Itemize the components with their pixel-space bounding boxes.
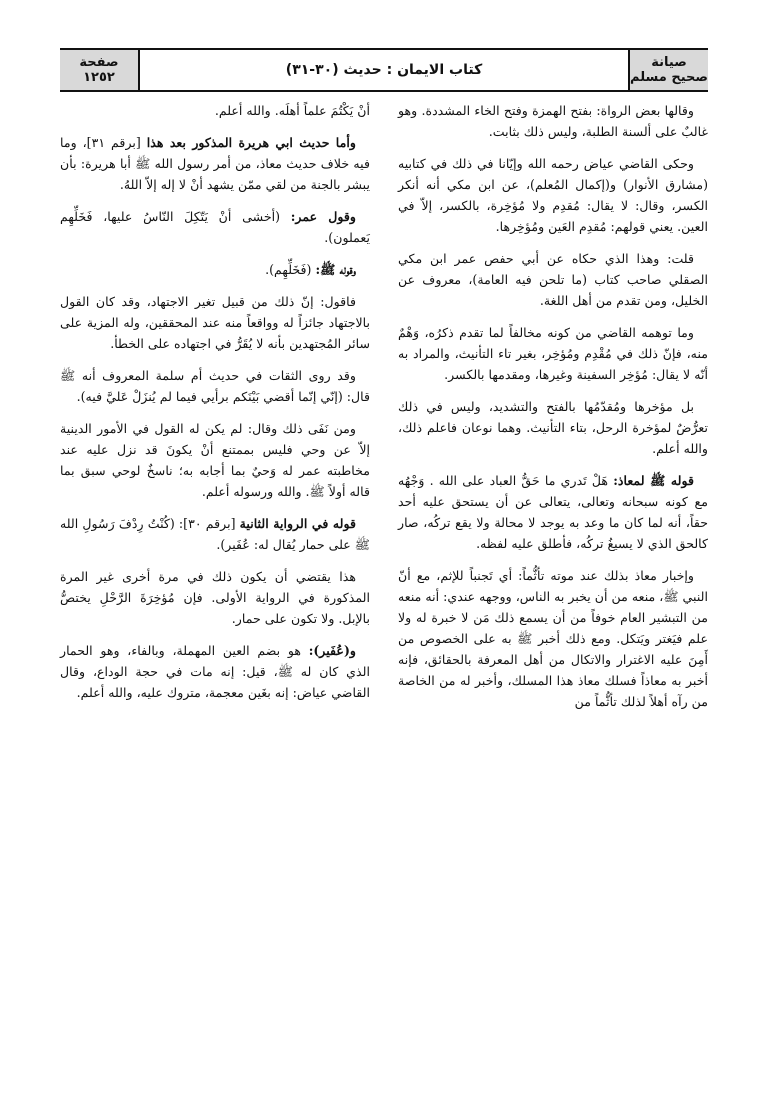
paragraph	[60, 418, 370, 502]
paragraph	[60, 640, 370, 703]
paragraph-text: (أخشى أنْ يَتّكِلَ النّاسُ عليها، فَخَلِّهِم يَعملون).	[60, 209, 370, 245]
series-title-box	[628, 50, 708, 90]
book-page	[60, 48, 708, 1088]
left-text-column	[60, 100, 370, 714]
paragraph	[60, 513, 370, 555]
paragraph-text: قلت: وهذا الذي حكاه عن أبي حفص عمر ابن مكي الصقلي صاحب كتاب (ما تلحن فيه العامة)، معروف عن الخليل، ومن تقدم من أهل اللغة.	[398, 251, 708, 308]
paragraph-text: وما توهمه القاضي من كونه مخالفاً لما تقدم ذكرُه، وَهْمٌ منه، فإنّ ذلك في مُقْدِم ومُؤخِر، بغير تاء التأنيث، والمراد به أنّه لا يقال: مُؤخِر السفينة وغيرها، ومقدمها بالكسر.	[398, 325, 708, 382]
series-title-line1: صيانة	[651, 55, 687, 70]
paragraph	[60, 259, 370, 280]
paragraph-lead: وقوله ﷺ:	[315, 262, 356, 277]
chapter-title: كتاب الايمان : حديث (٣٠-٣١)	[285, 61, 483, 78]
paragraph-text: (فَخَلِّهِم).	[265, 262, 316, 277]
paragraph-text: وقالها بعض الرواة: بفتح الهمزة وفتح الخاء المشددة. وهو غالبٌ على ألسنة الطلبة، وليس ذلك بثابت.	[398, 103, 708, 139]
page-number: ١٢٥٢	[83, 70, 115, 85]
series-title-line2: صحيح مسلم	[630, 70, 708, 85]
paragraph-text: ومن نَفَى ذلك وقال: لم يكن له القول في الأمور الدينية إلاّ عن وحي فليس بممتنع أنْ يكونَ قد نزل عليه عند مخاطبته عمر له وَحيٌ بما أجابه به؛ ناسخٌ لوحي سبق بما قاله أولاً ﷺ. والله ورسوله أعلم.	[60, 421, 370, 499]
paragraph-lead: قوله ﷺ لمعاذ:	[613, 473, 695, 488]
paragraph	[60, 132, 370, 195]
right-text-column	[398, 100, 708, 723]
paragraph	[398, 100, 708, 142]
paragraph	[398, 322, 708, 385]
paragraph	[60, 365, 370, 407]
paragraph	[398, 470, 708, 554]
paragraph-text: وإخبار معاذ بذلك عند موته تأثُّماً: أي تَجنباً للإثم، مع أنّ النبي ﷺ، منعه من أن يخبر به الناس، ووجهه عندي: أنه منعه من التبشير العام خوفاً من أن يسمع ذلك مَن لا خبرة له ولا علم فيَغتر ويَتكل. ومع ذلك أخبر ﷺ به على الخصوص من أَمِنَ عليه الاغترار والاتكال من أهل المعرفة بالحقائق، فإنه أخبر به معاذاً فسلك معاذ هذا المسلك، وأخبر له من الخاصة من رآه أهلاً لذلك تأثُّماً من	[398, 568, 708, 709]
paragraph-lead: و(عُفَير):	[308, 643, 356, 658]
paragraph-lead: وأما حديث ابي هريرة المذكور بعد هذا	[146, 135, 356, 150]
paragraph-text: [برقم ٣١]، وما فيه خلاف حديث معاذ، من أمر رسول الله ﷺ أبا هريرة: بأن يبشر بالجنة من لقي ممّن يشهد أنْ لا إله إلاّ اللهُ.	[60, 135, 370, 192]
paragraph	[398, 153, 708, 237]
paragraph	[60, 291, 370, 354]
paragraph	[60, 100, 370, 121]
paragraph-text: وحكى القاضي عياض رحمه الله وإيّانا في ذلك في كتابيه (مشارق الأنوار) و(إكمال المُعلم)، عن ابن مكي أنه أنكر الكسر، وقال: لا يقال: مُقدِم ولا مُؤخِرة، بالكسر، إلاّ في العين. يعني قولهم: مُقدِم العَين ومُؤخِرها.	[398, 156, 708, 234]
paragraph-text: بل مؤخرها ومُقدّمُها بالفتح والتشديد، وليس في ذلك تعرُّضٌ لمؤخرة الرحل، بتاء التأنيث. وهما نوعان فاعلم ذلك، والله أعلم.	[398, 399, 708, 456]
paragraph-lead: قوله في الرواية الثانية	[239, 516, 356, 531]
page-label: صفحة	[79, 55, 119, 70]
paragraph-text: فاقول: إنّ ذلك من قبيل تغير الاجتهاد، وقد كان القول بالاجتهاد جائزاً له وواقعاً منه عند المحققين، وله المزية على سائر المُجتهدين بأنه لا يُقَرُّ في اجتهاده على الخطأ.	[60, 294, 370, 351]
paragraph-text: هو بضم العين المهملة، وبالفاء، وهو الحمار الذي كان له ﷺ، قيل: إنه مات في حجة الوداع، وقال القاضي عياض: إنه بغَين معجمة، متروك عليه، والله أعلم.	[60, 643, 370, 700]
paragraph-text: هَلْ تَدري ما حَقُّ العباد على الله . وَجْهُه مع كونه سبحانه وتعالى، يتعالى عن أن يستحق عليه أحد حقاً، أنه لما كان ما وعد به يوجد لا محالة ولا يقع تركُه، صار كالحق الذي لا يسيغُ تركُه، فأطلق عليه لفظه.	[398, 473, 708, 551]
paragraph	[398, 565, 708, 712]
paragraph-text: أنْ يَكْتُمَ علماً أهلَه. والله أعلم.	[214, 103, 370, 118]
paragraph	[398, 396, 708, 459]
page-number-box	[60, 50, 140, 90]
paragraph-lead: وقول عمر:	[290, 209, 356, 224]
paragraph-text: هذا يقتضي أن يكون ذلك في مرة أخرى غير المرة المذكورة في الرواية الأولى. فإن مُؤخِرَةَ الرَّحْلِ يختصُّ بالإبل. ولا تكون على حمار.	[60, 569, 370, 626]
paragraph	[398, 248, 708, 311]
paragraph-text: وقد روى الثقات في حديث أم سلمة المعروف أنه ﷺ قال: (إنّي إنّما أقضي بَيْنَكم برأيي فيما لم يُنزَلْ عَليَّ فيه).	[60, 368, 370, 404]
paragraph	[60, 206, 370, 248]
paragraph	[60, 566, 370, 629]
page-header	[60, 48, 708, 92]
paragraph-text: [برقم ٣٠]: (كُنْتُ رِدْفَ رَسُولِ الله ﷺ على حمار يُقال له: عُفَير).	[60, 516, 370, 552]
